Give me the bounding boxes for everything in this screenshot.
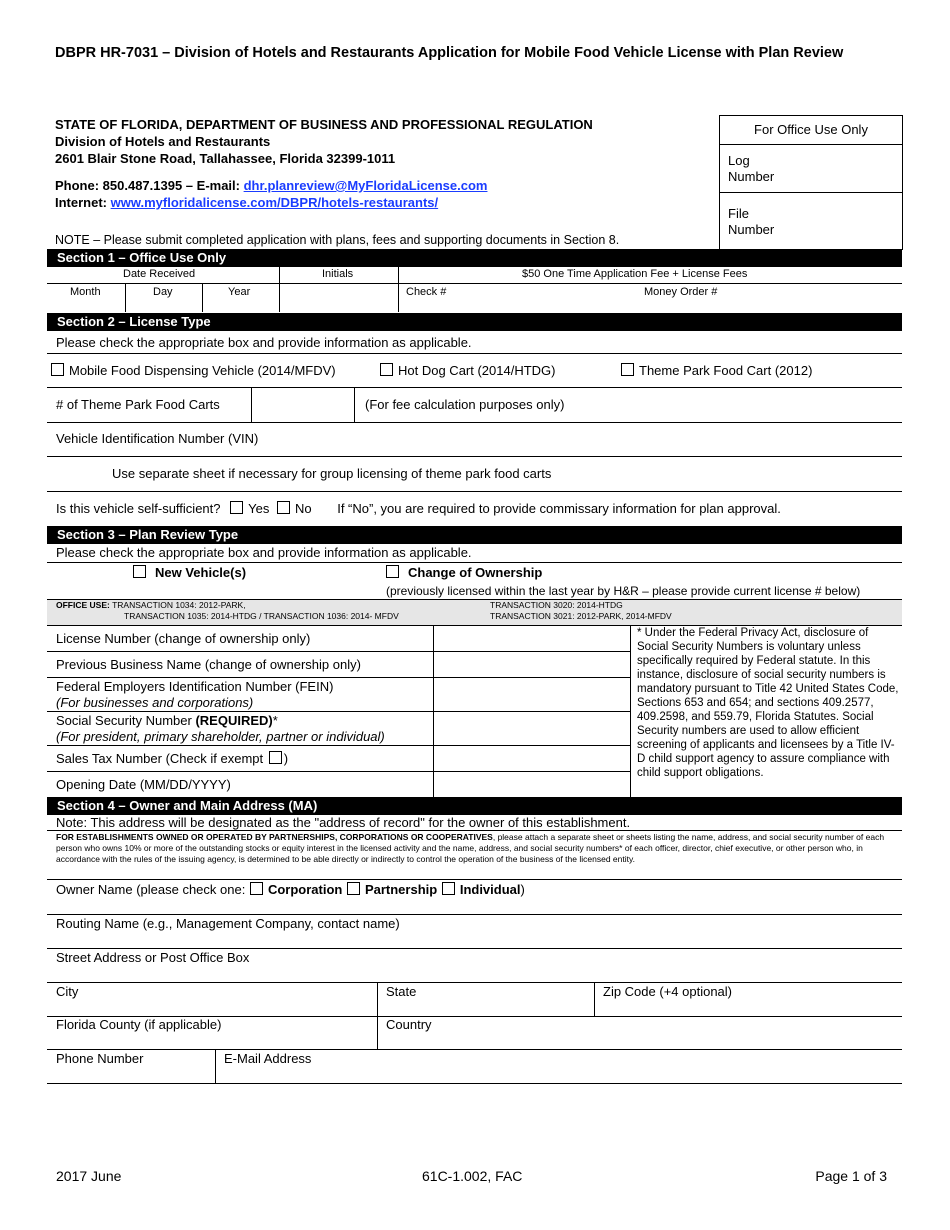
ssn-input[interactable] xyxy=(434,713,629,744)
change-ownership-option[interactable]: Change of Ownership xyxy=(386,565,542,580)
footer-date: 2017 June xyxy=(56,1168,122,1184)
fein-input[interactable] xyxy=(434,679,629,710)
florida-county-field[interactable]: Florida County (if applicable) xyxy=(56,1017,222,1032)
submission-note: NOTE – Please submit completed application with plans, fees and supporting documents in Section 8. xyxy=(55,233,620,247)
agency-address: 2601 Blair Stone Road, Tallahassee, Florida 32399-1011 xyxy=(55,151,396,166)
section4-header: Section 4 – Owner and Main Address (MA) xyxy=(47,797,902,815)
corporation-checkbox[interactable] xyxy=(250,882,263,895)
yes-label: Yes xyxy=(248,501,270,516)
license-type-mfdv[interactable]: Mobile Food Dispensing Vehicle (2014/MFDV) xyxy=(51,363,336,378)
office-use-transactions-left: OFFICE USE: TRANSACTION 1034: 2012-PARK, TRANSACTION 1035: 2014-HTDG / TRANSACTION 1036: 2014- MFDV xyxy=(56,600,399,621)
corporation-label: Corporation xyxy=(267,882,343,897)
commissary-note: If “No”, you are required to provide commissary information for plan approval. xyxy=(337,501,781,516)
office-use-transactions-right: TRANSACTION 3020: 2014-HTDG TRANSACTION 3021: 2012-PARK, 2014-MFDV xyxy=(490,600,672,621)
self-sufficient-no-checkbox[interactable] xyxy=(277,501,290,514)
division-name: Division of Hotels and Restaurants xyxy=(55,134,271,149)
owner-name-label: Owner Name (please check one: xyxy=(56,882,249,897)
month-field[interactable]: Month xyxy=(70,286,101,298)
city-field[interactable]: City xyxy=(56,984,79,999)
phone-label: Phone: 850.487.1395 – E-mail: xyxy=(55,178,244,193)
no-label: No xyxy=(294,501,312,516)
fein-label: Federal Employers Identification Number (FEIN) (For businesses and corporations) xyxy=(56,679,334,710)
section3-header: Section 3 – Plan Review Type xyxy=(47,526,902,544)
sales-tax-label: Sales Tax Number (Check if exempt ) xyxy=(56,751,289,766)
file-number-label[interactable]: File Number xyxy=(728,206,775,237)
section1-header: Section 1 – Office Use Only xyxy=(47,249,902,267)
individual-checkbox[interactable] xyxy=(442,882,455,895)
phone-number-field[interactable]: Phone Number xyxy=(56,1051,144,1066)
internet-label: Internet: xyxy=(55,195,111,210)
footer-rule-code: 61C-1.002, FAC xyxy=(422,1168,523,1184)
routing-name-field[interactable]: Routing Name (e.g., Management Company, contact name) xyxy=(56,916,400,931)
date-received-label: Date Received xyxy=(123,268,196,280)
num-carts-input[interactable] xyxy=(252,389,353,421)
htdg-checkbox[interactable] xyxy=(380,363,393,376)
street-address-field[interactable]: Street Address or Post Office Box xyxy=(56,950,250,965)
agency-block xyxy=(55,116,593,167)
section2-header: Section 2 – License Type xyxy=(47,313,902,331)
day-field[interactable]: Day xyxy=(153,286,173,298)
address-of-record-note: Note: This address will be designated as the "address of record" for the owner of this establishment. xyxy=(56,815,631,830)
vin-field[interactable]: Vehicle Identification Number (VIN) xyxy=(56,431,259,446)
ssn-label: Social Security Number (REQUIRED)* (For president, primary shareholder, partner or individual) xyxy=(56,713,385,744)
sales-tax-exempt-checkbox[interactable] xyxy=(269,751,282,764)
opening-date-label: Opening Date (MM/DD/YYYY) xyxy=(56,777,231,792)
contact-block xyxy=(55,177,487,211)
self-sufficient-label: Is this vehicle self-sufficient? xyxy=(56,501,221,516)
self-sufficient-row xyxy=(56,501,781,516)
check-number-field[interactable]: Check # xyxy=(406,286,447,298)
year-field[interactable]: Year xyxy=(228,286,251,298)
mfdv-checkbox[interactable] xyxy=(51,363,64,376)
license-number-label: License Number (change of ownership only) xyxy=(56,631,311,646)
previous-business-label: Previous Business Name (change of ownership only) xyxy=(56,657,361,672)
change-ownership-checkbox[interactable] xyxy=(386,565,399,578)
new-vehicle-checkbox[interactable] xyxy=(133,565,146,578)
country-field[interactable]: Country xyxy=(386,1017,432,1032)
footer-page-number: Page 1 of 3 xyxy=(815,1168,887,1184)
individual-label: Individual xyxy=(459,882,521,897)
partnership-checkbox[interactable] xyxy=(347,882,360,895)
section2-instruction: Please check the appropriate box and provide information as applicable. xyxy=(56,335,472,350)
zip-code-field[interactable]: Zip Code (+4 optional) xyxy=(603,984,732,999)
new-vehicle-option[interactable]: New Vehicle(s) xyxy=(133,565,246,580)
office-use-box xyxy=(719,115,903,250)
license-number-input[interactable] xyxy=(434,627,629,650)
ownership-disclosure: FOR ESTABLISHMENTS OWNED OR OPERATED BY PARTNERSHIPS, CORPORATIONS OR COOPERATIVES, please attach a separate sheet or sheets listing the name, address, and social security number of each person who owns 10% or more of the outstanding stocks or equity interest in the licensed activity and the name, address, and social security numbers* of each officer, director, chief executive, or other person who, in accordance with the rules of the issuing agency, is determined to be able directly or indirectly to control the operation of the business of the licensed entity. xyxy=(56,832,885,864)
license-type-htdg[interactable]: Hot Dog Cart (2014/HTDG) xyxy=(380,363,556,378)
opening-date-input[interactable] xyxy=(434,773,629,797)
fee-calc-note: (For fee calculation purposes only) xyxy=(365,397,565,412)
section3-instruction: Please check the appropriate box and provide information as applicable. xyxy=(56,545,472,560)
state-field[interactable]: State xyxy=(386,984,417,999)
agency-name: STATE OF FLORIDA, DEPARTMENT OF BUSINESS AND PROFESSIONAL REGULATION xyxy=(55,117,593,132)
money-order-field[interactable]: Money Order # xyxy=(644,286,718,298)
email-address-field[interactable]: E-Mail Address xyxy=(224,1051,312,1066)
previously-licensed-note: (previously licensed within the last year by H&R – please provide current license # below) xyxy=(386,584,861,598)
log-number-label[interactable]: Log Number xyxy=(728,153,775,184)
email-link[interactable]: dhr.planreview@MyFloridaLicense.com xyxy=(243,178,488,193)
num-carts-label: # of Theme Park Food Carts xyxy=(56,397,220,412)
self-sufficient-yes-checkbox[interactable] xyxy=(230,501,243,514)
privacy-act-notice: * Under the Federal Privacy Act, disclosure of Social Security Numbers is voluntary unless specifically required by Federal statute. In this instance, disclosure of social security numbers is mandatory pursuant to Title 42 United States Code, Sections 653 and 654; and sections 409.2577, 409.2598, and 559.79, Florida Statutes. Social Security numbers are used to allow efficient screening of applicants and licensees by a Title IV-D child support agency to assure compliance with child support obligations. xyxy=(637,627,899,779)
sales-tax-input[interactable] xyxy=(434,747,629,770)
license-type-theme-park[interactable]: Theme Park Food Cart (2012) xyxy=(621,363,812,378)
theme-park-checkbox[interactable] xyxy=(621,363,634,376)
office-use-title: For Office Use Only xyxy=(720,116,902,145)
owner-name-row: Owner Name (please check one: Corporation Partnership Individual) xyxy=(56,882,525,897)
website-link[interactable]: www.myfloridalicense.com/DBPR/hotels-restaurants/ xyxy=(110,195,439,210)
separate-sheet-note: Use separate sheet if necessary for group licensing of theme park food carts xyxy=(112,466,552,481)
form-title: DBPR HR-7031 – Division of Hotels and Restaurants Application for Mobile Food Vehicle License with Plan Review xyxy=(55,45,844,61)
partnership-label: Partnership xyxy=(364,882,438,897)
fee-label: $50 One Time Application Fee + License Fees xyxy=(522,268,748,280)
initials-label: Initials xyxy=(322,268,354,280)
previous-business-input[interactable] xyxy=(434,653,629,676)
